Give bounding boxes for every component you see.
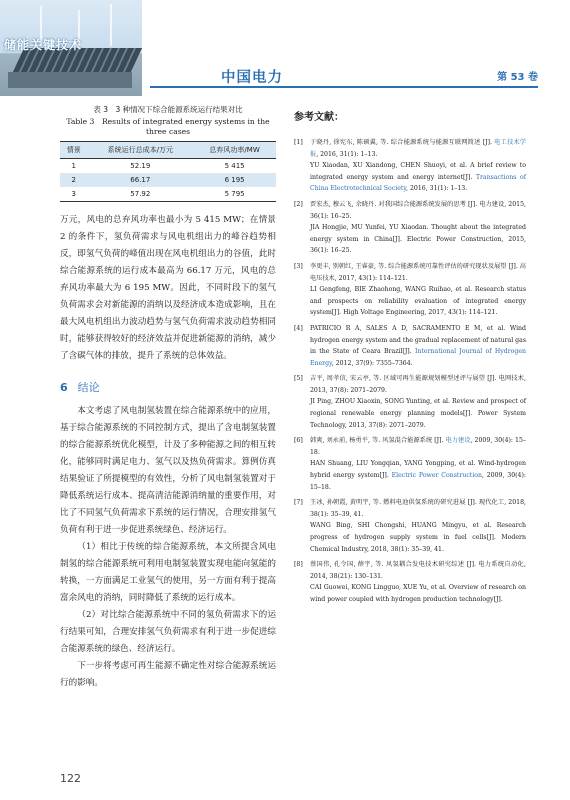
reference-item xyxy=(294,373,526,431)
table-cell: 52.19 xyxy=(130,162,151,170)
table-header-cell: 系统运行总成本/万元 xyxy=(87,142,193,159)
table-caption-en: Table 3 Results of integrated energy systems in the three cases xyxy=(66,117,270,136)
reference-number: [3] xyxy=(294,262,303,270)
reference-span: 贾宏杰, 穆云飞, 余晓丹. 对我国综合能源系统发展的思考 [J]. 电力建设, 2015, 36(1): 16–25. xyxy=(310,200,526,220)
journal-link[interactable]: Electric Power Construction xyxy=(391,472,482,480)
header-photo xyxy=(0,0,142,96)
reference-span: 王冰, 孙朝霞, 黄明宇, 等. 燃料电池供氢系统的研究进展 [J]. 现代化工, 2018, 38(1): 35–39, 41. xyxy=(310,499,526,518)
left-column xyxy=(60,100,276,692)
section-heading xyxy=(60,379,276,395)
page-number: 122 xyxy=(60,772,81,785)
table-cell: 6 195 xyxy=(193,173,276,187)
table-header-cell: 情景 xyxy=(60,142,87,159)
reference-cn xyxy=(310,137,526,160)
reference-en xyxy=(310,582,526,605)
reference-number: [7] xyxy=(294,499,303,507)
reference-item xyxy=(294,497,526,555)
body-paragraph: （1）相比于传统的综合能源系统，本文所提含风电制氢的综合能源系统可利用电制氢装置实现电能向氢能的转换，一方面满足工业氢气的使用，另一方面有利于提高富余风电的消纳，同时降低了系统的运行成本。 xyxy=(60,542,276,603)
reference-span: CAI Guowei, KONG Lingguo, XUE Yu, et al. Overview of research on wind power coupled with hydrogen production technology[J]. xyxy=(310,584,526,603)
reference-span: 吉平, 周孝信, 宋云亭, 等. 区域可再生能源规划模型述评与展望 [J]. 电网技术, 2013, 37(8): 2071–2079. xyxy=(310,375,526,394)
reference-number: [5] xyxy=(294,375,303,383)
reference-span: YU Xiaodan, XU Xiandong, CHEN Shuoyi, et al. A brief review to integrated energy system and energy internet[J]. xyxy=(310,162,526,181)
reference-number: [6] xyxy=(294,437,303,445)
table-cell: 5 415 xyxy=(224,162,245,170)
table-cell: 3 xyxy=(60,187,87,202)
reference-cn xyxy=(310,199,526,222)
header-rule xyxy=(150,86,538,88)
reference-en xyxy=(310,160,526,195)
table-cell: 2 xyxy=(60,173,87,187)
reference-item xyxy=(294,261,526,319)
reference-en xyxy=(310,458,526,493)
table-row xyxy=(60,187,276,202)
journal-link[interactable]: 电力建设 xyxy=(445,437,471,445)
reference-en xyxy=(310,520,526,555)
body-paragraph: 万元，风电的总弃风功率也最小为 5 415 MW；在情景 2 的条件下，氢负荷需求与风电机组出力的峰谷趋势相反，即氢气负荷的峰值出现在风电机组出力的谷值，此时综合能源系统的运行成本最高为 66.17 万元，风电的总弃风功率最大为 6 195 MW。因此，不同时段下的氢气负荷需求会对新能源的消纳以及经济成本造成影响，且在最大风电机组出力波动趋势与氢气负荷需求波动趋势相同时，能够获得较好的经济效益并促进新能源的消纳，减少了含碳气体的排放，提升了系统的总体效益。 xyxy=(60,215,276,361)
reference-en xyxy=(310,284,526,319)
table-cell: 5 795 xyxy=(193,187,276,202)
reference-item xyxy=(294,137,526,195)
reference-number: [4] xyxy=(294,324,303,332)
reference-cn xyxy=(310,559,526,582)
section-title: 结论 xyxy=(77,381,100,394)
reference-item xyxy=(294,559,526,605)
body-paragraph: 下一步将考虑可再生能源不确定性对综合能源系统运行的影响。 xyxy=(60,661,276,688)
body-paragraph: 本文考虑了风电制氢装置在综合能源系统中的应用，基于综合能源系统的不同控制方式，提出了含电制氢装置的综合能源系统优化模型，计及了多种能源之间的相互转化，能够同时满足电力、氢气以及热负荷需求。算例仿真结果验证了所提模型的有效性，分析了风电制氢装置对于降低系统运行成本、提高清洁能源消纳量的重要作用，对比了不同氢气负荷需求下系统的运行情况，合理安排氢气负荷有利于进一步促进系统绿色、经济运行。 xyxy=(60,406,276,535)
reference-text xyxy=(310,497,526,555)
reference-span: JI Ping, ZHOU Xiaoxin, SONG Yunting, et al. Review and prospect of regional renewable energy planning models[J]. Power System Technology, 2013, 37(8): 2071–2079. xyxy=(310,398,526,429)
journal-link[interactable]: Transactions of China Electrotechnical Society xyxy=(310,173,526,193)
reference-list xyxy=(294,137,526,606)
reference-span: , 2012, 37(9): 7355–7364. xyxy=(331,359,413,367)
reference-span: JIA Hongjie, MU Yunfei, YU Xiaodan. Thought about the integrated energy system in China[J]. Electric Power Construction, 2015, 36(1): 16–25. xyxy=(310,224,526,255)
journal-link[interactable]: International Journal of Hydrogen Energy xyxy=(310,348,526,367)
references-heading: 参考文献： xyxy=(294,112,344,123)
reference-item xyxy=(294,323,526,369)
reference-span: WANG Bing, SHI Chongshi, HUANG Mingyu, et al. Research progress of hydrogen supply system in fuel cells[J]. Modern Chemical Industry, 2018, 38(1): 35–39, 41. xyxy=(310,522,526,553)
reference-number: [8] xyxy=(294,561,303,569)
reference-cn xyxy=(310,497,526,520)
reference-span: 于晓丹, 徐宪东, 陈硕翼, 等. 综合能源系统与能源互联网简述 [J]. xyxy=(310,139,495,146)
table-header-row xyxy=(60,142,276,159)
section-number: 6 xyxy=(60,381,68,394)
reference-cn xyxy=(310,435,526,458)
reference-span: 蔡国伟, 孔令国, 薛宇, 等. 风氢耦合发电技术研究综述 [J]. 电力系统自动化, 2014, 38(21): 130–131. xyxy=(310,561,526,580)
table-row xyxy=(60,173,276,187)
reference-span: 韩爽, 刘永前, 杨勇平, 等. 风氢混合能源系统 [J]. xyxy=(310,437,446,445)
reference-span: , 2016, 31(1): 1–13. xyxy=(406,185,468,193)
reference-text xyxy=(310,199,526,257)
reference-item xyxy=(294,199,526,257)
reference-span: HAN Shuang, LIU Yongqian, YANG Yongping, et al. Wind-hydrogen hybrid energy system[J]. xyxy=(310,460,526,480)
reference-span: , 2009, 30(4): 15–18. xyxy=(310,437,527,456)
reference-span: LI Gengfeng, BIE Zhaohong, WANG Ruihao, et al. Research status and prospects on reliability evaluation of integrated energy system[J]. High Voltage Engineering, 2017, 43(1): 114–121. xyxy=(310,286,526,317)
reference-number: [2] xyxy=(294,200,303,208)
reference-cn xyxy=(310,261,526,284)
body-paragraph: （2）对比综合能源系统中不同的氢负荷需求下的运行结果可知，合理安排氢气负荷需求有利于进一步促进综合能源系统的绿色、经济运行。 xyxy=(60,610,276,654)
table-cell: 66.17 xyxy=(87,173,193,187)
references-column xyxy=(294,108,526,610)
reference-span: , 2016, 31(1): 1–13. xyxy=(316,150,378,158)
volume-label: 第 53 卷 xyxy=(497,72,538,83)
column-tag: 储能关键技术 xyxy=(4,38,83,52)
reference-span: PATRICIO R A, SALES A D, SACRAMENTO E M, et al. Wind hydrogen energy system and the gradual replacement of natural gas in the State of Ceara Brazil[J]. xyxy=(310,324,526,356)
table-caption-cn: 表 3 3 种情况下综合能源系统运行结果对比 xyxy=(93,105,243,114)
reference-text xyxy=(310,323,526,369)
reference-text xyxy=(310,373,526,431)
table-cell: 1 xyxy=(71,162,76,170)
reference-en xyxy=(310,323,526,369)
table-cell: 57.92 xyxy=(87,187,193,202)
reference-en xyxy=(310,396,526,431)
journal-link[interactable]: 电工技术学报 xyxy=(310,139,526,158)
reference-number: [1] xyxy=(294,139,303,146)
results-table xyxy=(60,141,276,202)
reference-cn xyxy=(310,373,526,396)
reference-span: 李更丰, 别朝红, 王睿豪, 等. 综合能源系统可靠性评估的研究现状及展望 [J]. 高电压技术, 2017, 43(1): 114–121. xyxy=(310,262,526,282)
wind-turbine-icon xyxy=(110,4,112,46)
building-wall xyxy=(8,72,132,88)
journal-name: 中国电力 xyxy=(221,70,283,86)
reference-text xyxy=(310,435,526,493)
table-header-cell: 总弃风功率/MW xyxy=(193,142,276,159)
reference-text xyxy=(310,137,526,195)
reference-text xyxy=(310,261,526,319)
reference-item xyxy=(294,435,526,493)
reference-en xyxy=(310,222,526,257)
reference-text xyxy=(310,559,526,605)
table-row xyxy=(60,159,276,174)
reference-span: , 2009, 30(4): 15–18. xyxy=(310,472,526,491)
